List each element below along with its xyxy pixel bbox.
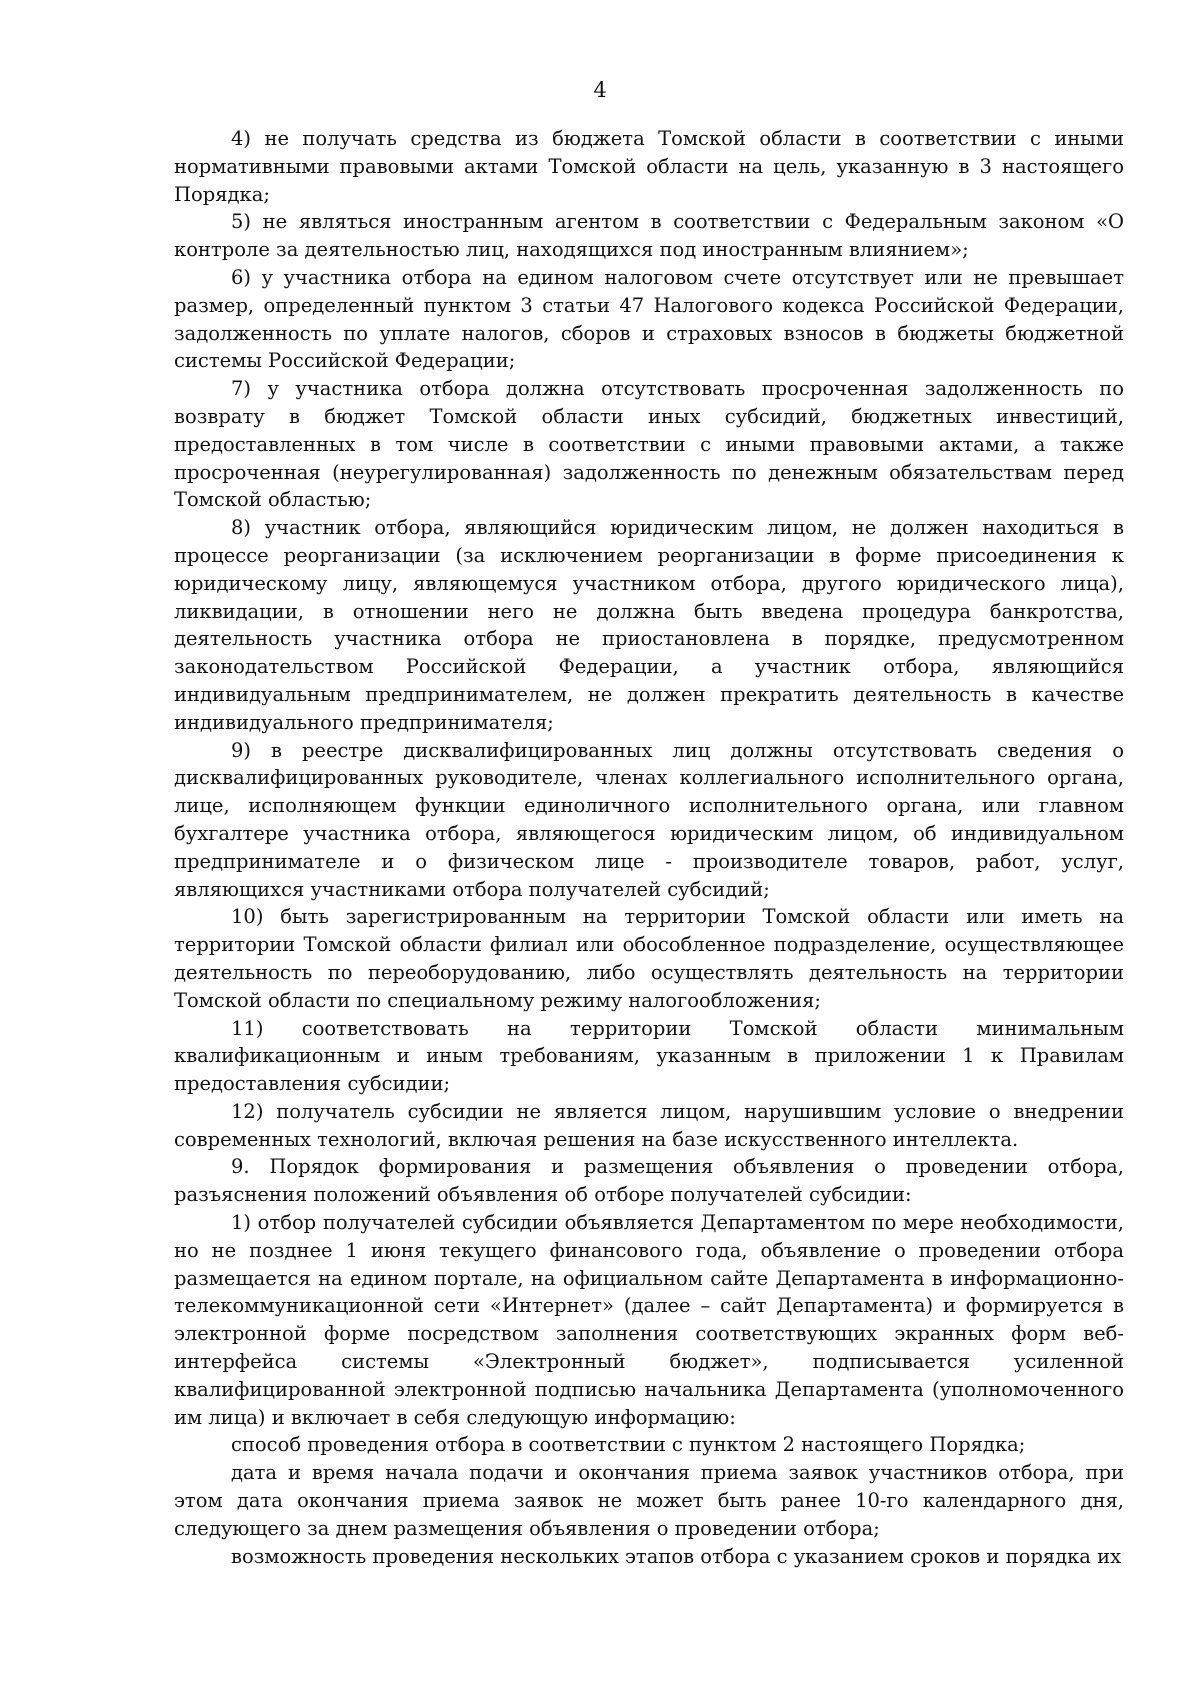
paragraph-item-6: 6) у участника отбора на едином налоговом счете отсутствует или не превышает размер, определенный пунктом 3 статьи 47 Налогового кодекса Российской Федерации, задолженность по уплате налогов, сборов и страховых взносов в бюджеты бюджетной системы Российской Федерации; bbox=[174, 265, 1124, 373]
paragraph-section-9-item-1: 1) отбор получателей субсидии объявляется Департаментом по мере необходимости, но не позднее 1 июня текущего финансового года, объявление о проведении отбора размещается на едином портале, на официальном сайте Департамента в информационно-телекоммуникационной сети «Интернет» (далее – сайт Департамента) и формируется в электронной форме посредством заполнения соответствующих экранных форм веб-интерфейса системы «Электронный бюджет», подписывается усиленной квалифицированной электронной подписью начальника Департамента (уполномоченного им лица) и включает в себя следующую информацию: bbox=[174, 1211, 1124, 1429]
paragraph-item-11: 11) соответствовать на территории Томской области минимальным квалификационным и иным требованиям, указанным в приложении 1 к Правилам предоставления субсидии; bbox=[174, 1016, 1124, 1096]
paragraph-item-12: 12) получатель субсидии не является лицом, нарушившим условие о внедрении современных технологий, включая решения на базе искусственного интеллекта. bbox=[174, 1099, 1124, 1151]
document-body bbox=[174, 125, 1124, 1570]
page-number: 4 bbox=[593, 78, 607, 102]
paragraph-info-stages: возможность проведения нескольких этапов отбора с указанием сроков и порядка их bbox=[231, 1544, 1122, 1568]
paragraph-section-9: 9. Порядок формирования и размещения объявления о проведении отбора, разъяснения положений объявления об отборе получателей субсидии: bbox=[174, 1155, 1124, 1207]
paragraph-item-9: 9) в реестре дисквалифицированных лиц должны отсутствовать сведения о дисквалифицированных руководителе, членах коллегиального исполнительного органа, лице, исполняющем функции единоличного исполнительного органа, или главном бухгалтере участника отбора, являющегося юридическим лицом, об индивидуальном предпринимателе и о физическом лице - производителе товаров, работ, услуг, являющихся участниками отбора получателей субсидий; bbox=[174, 738, 1124, 901]
paragraph-item-5: 5) не являться иностранным агентом в соответствии с Федеральным законом «О контроле за деятельностью лиц, находящихся под иностранным влиянием»; bbox=[174, 210, 1124, 262]
paragraph-item-8: 8) участник отбора, являющийся юридическим лицом, не должен находиться в процессе реорганизации (за исключением реорганизации в форме присоединения к юридическому лицу, являющемуся участником отбора, другого юридического лица), ликвидации, в отношении него не должна быть введена процедура банкротства, деятельность участника отбора не приостановлена в порядке, предусмотренном законодательством Российской Федерации, а участник отбора, являющийся индивидуальным предпринимателем, не должен прекратить деятельность в качестве индивидуального предпринимателя; bbox=[174, 516, 1124, 734]
paragraph-info-method: способ проведения отбора в соответствии с пунктом 2 настоящего Порядка; bbox=[231, 1433, 1026, 1457]
paragraph-info-dates: дата и время начала подачи и окончания приема заявок участников отбора, при этом дата окончания приема заявок не может быть ранее 10-го календарного дня, следующего за днем размещения объявления о проведении отбора; bbox=[174, 1461, 1124, 1540]
paragraph-item-10: 10) быть зарегистрированным на территории Томской области или иметь на территории Томской области филиал или обособленное подразделение, осуществляющее деятельность по переоборудованию, либо осуществлять деятельность на территории Томской области по специальному режиму налогообложения; bbox=[174, 905, 1124, 1012]
paragraph-item-4: 4) не получать средства из бюджета Томской области в соответствии с иными нормативными правовыми актами Томской области на цель, указанную в 3 настоящего Порядка; bbox=[174, 127, 1124, 206]
paragraph-item-7: 7) у участника отбора должна отсутствовать просроченная задолженность по возврату в бюджет Томской области иных субсидий, бюджетных инвестиций, предоставленных в том числе в соответствии с иными правовыми актами, а также просроченная (неурегулированная) задолженность по денежным обязательствам перед Томской областью; bbox=[174, 377, 1124, 512]
